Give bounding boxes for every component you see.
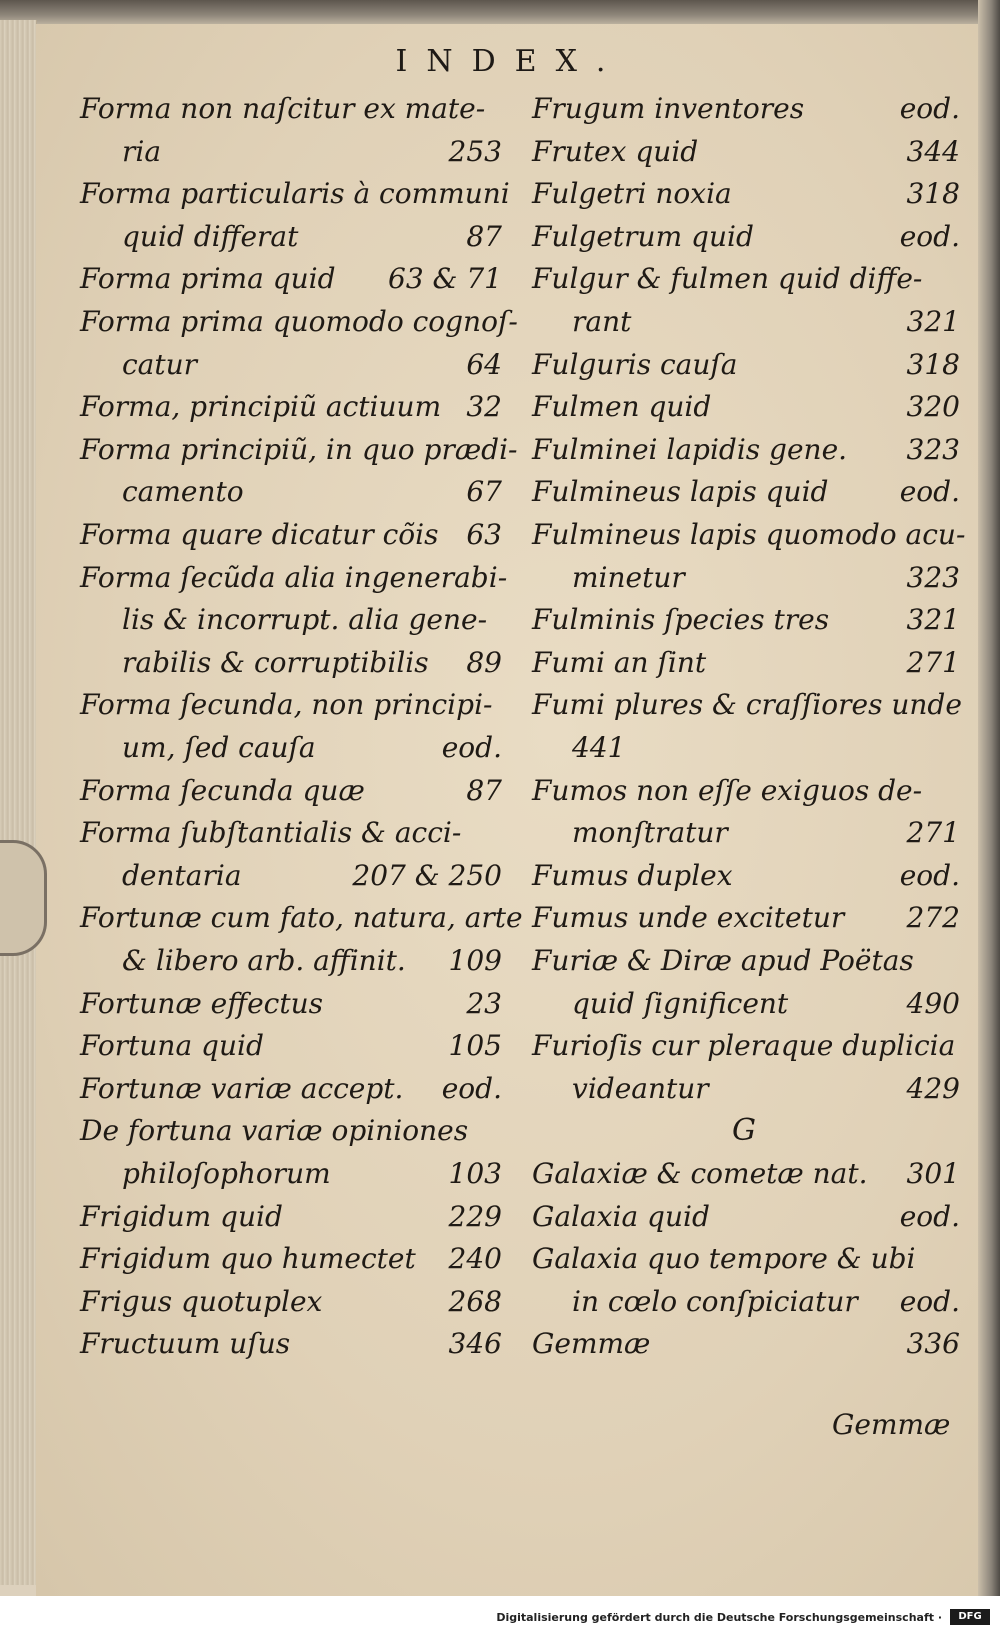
index-entry-page-number: 321 — [906, 305, 960, 338]
index-entry-text: Forma prima quomodo cognoſ- — [80, 305, 518, 338]
index-entry-text: 441 — [572, 731, 626, 764]
index-entry-text: Fulgetri noxia — [532, 177, 732, 211]
index-entry-text: monſtratur — [572, 816, 728, 850]
index-entry-text: Fulmineus lapis quid — [532, 475, 829, 509]
index-entry-page-number: 336 — [906, 1327, 960, 1361]
index-entry-page-number: 346 — [448, 1327, 502, 1361]
index-entry-text: Frugum inventores — [532, 92, 805, 125]
index-entry-page-number: 87 — [466, 219, 502, 253]
index-entry-page-number: 271 — [906, 645, 960, 679]
index-entry-page-number: 240 — [448, 1242, 502, 1276]
book-clasp — [0, 840, 47, 956]
index-entry-page-number: eod. — [441, 1071, 502, 1105]
index-entry-page-number: 318 — [906, 347, 960, 381]
index-entry-text: Forma non naſcitur ex mate- — [80, 92, 486, 125]
index-entry-page-number: 89 — [466, 645, 502, 679]
index-entry-text: Frigus quotuplex — [80, 1284, 323, 1318]
index-entry-text: rant — [572, 305, 632, 338]
index-entry-text: ria — [122, 134, 162, 168]
index-entry-page-number: eod. — [899, 1199, 960, 1233]
index-entry-text: videantur — [572, 1071, 709, 1105]
index-entry-text: Forma principiũ, in quo prædi- — [80, 432, 518, 466]
index-entry-text: minetur — [572, 560, 685, 594]
index-entry-page-number: 23 — [466, 986, 502, 1020]
index-entry-text: camento — [122, 475, 244, 509]
index-entry-text: Gemmæ — [532, 1327, 651, 1361]
index-entry-page-number: eod. — [441, 731, 502, 764]
index-entry-text: Fumi an ſint — [532, 645, 707, 679]
index-entry-text: Fumus duplex — [532, 858, 733, 892]
index-entry-text: Galaxiæ & cometæ nat. — [532, 1157, 868, 1190]
index-entry-text: Forma ſecunda quæ — [80, 773, 365, 807]
index-entry-text: dentaria — [122, 858, 242, 892]
page-header: INDEX. — [395, 44, 625, 79]
index-entry-text: Forma particularis à communi — [80, 177, 510, 211]
index-entry-text: Frutex quid — [532, 134, 699, 168]
index-entry-page-number: 103 — [448, 1157, 502, 1190]
page-edges-left — [0, 20, 37, 1585]
index-entry-page-number: 320 — [906, 390, 960, 424]
index-entry-text: Furioſis cur pleraque duplicia — [532, 1029, 956, 1063]
binding-right-edge — [978, 0, 1000, 1633]
index-entry-page-number: 229 — [448, 1199, 502, 1233]
index-entry-text: Fulminei lapidis gene. — [532, 432, 848, 466]
index-entry-text: Fulgur & fulmen quid diffe- — [532, 262, 923, 296]
index-entry-page-number: 272 — [906, 901, 960, 935]
index-entry-text: lis & incorrupt. alia gene- — [122, 603, 488, 637]
index-entry-text: Galaxia quo tempore & ubi — [532, 1242, 916, 1276]
index-entry-page-number: 271 — [906, 816, 960, 850]
index-entry-page-number: 63 — [466, 518, 502, 551]
index-entry-page-number: 323 — [906, 432, 960, 466]
index-entry-text: Fulgetrum quid — [532, 219, 754, 253]
index-entry-page-number: 490 — [906, 986, 960, 1020]
index-entry-text: Fructuum uſus — [80, 1327, 291, 1361]
index-entry-page-number: eod. — [899, 92, 960, 125]
index-entry-text: Frigidum quo humectet — [80, 1242, 416, 1276]
index-entry-text: Forma ſubſtantialis & acci- — [80, 816, 462, 850]
index-entry-text: quid ſignificent — [572, 986, 789, 1020]
index-entry-page-number: 321 — [906, 603, 960, 637]
index-entry-page-number: 87 — [466, 773, 502, 807]
index-entry-text: Fumos non eſſe exiguos de- — [532, 773, 923, 807]
index-entry-text: & libero arb. affinit. — [122, 944, 406, 977]
index-entry-text: De fortuna variæ opiniones — [80, 1114, 469, 1148]
index-entry-page-number: eod. — [899, 858, 960, 892]
index-entry-text: Fulmen quid — [532, 390, 712, 424]
index-entry-text: quid differat — [122, 219, 299, 253]
index-entry-text: Fortunæ variæ accept. — [80, 1071, 404, 1105]
index-entry-text: Fulguris cauſa — [532, 347, 738, 381]
catchword: Gemmæ — [832, 1408, 951, 1441]
index-entry-page-number: eod. — [899, 475, 960, 509]
index-entry-text: Furiæ & Diræ apud Poëtas — [532, 944, 914, 977]
dfg-logo: DFG — [950, 1609, 990, 1625]
index-entry-page-number: 64 — [466, 347, 502, 381]
index-entry-text: Fortunæ cum fato, natura, arte — [80, 901, 523, 935]
index-entry-page-number: 429 — [906, 1071, 960, 1105]
index-entry-page-number: 109 — [448, 944, 502, 977]
index-entry-text: Forma prima quid — [80, 262, 336, 296]
index-entry-page-number: 32 — [466, 390, 502, 424]
index-entry-text: Frigidum quid — [80, 1199, 283, 1233]
index-entry-page-number: 105 — [448, 1029, 502, 1063]
index-entry-page-number: eod. — [899, 219, 960, 253]
index-entry-page-number: 323 — [906, 560, 960, 594]
index-entry-text: um, ſed cauſa — [122, 731, 316, 764]
index-entry-text: Forma quare dicatur cõis — [80, 518, 439, 551]
index-entry-text: Fulmineus lapis quomodo acu- — [532, 518, 966, 551]
index-entry-page-number: 63 & 71 — [388, 262, 502, 296]
index-entry-page-number: 207 & 250 — [352, 858, 502, 892]
index-entry-text: Fortunæ effectus — [80, 986, 323, 1020]
index-entry-text: Forma, principiũ actiuum — [80, 390, 442, 424]
index-entry-page-number: eod. — [899, 1284, 960, 1318]
index-entry-page-number: 344 — [906, 134, 960, 168]
index-entry-text: Fumus unde excitetur — [532, 901, 845, 935]
index-entry-text: Fortuna quid — [80, 1029, 264, 1063]
index-entry-page-number: 301 — [906, 1157, 960, 1190]
index-entry-text: Fumi plures & craſſiores unde — [532, 688, 962, 722]
index-entry-page-number: 268 — [448, 1284, 502, 1318]
index-entry-text: rabilis & corruptibilis — [122, 645, 429, 679]
index-entry-page-number: 67 — [466, 475, 502, 509]
index-entry-page-number: 253 — [448, 134, 502, 168]
footer-credit: Digitalisierung gefördert durch die Deutsche Forschungsgemeinschaft · — [496, 1611, 942, 1624]
index-entry-text: Forma ſecunda, non principi- — [80, 688, 493, 722]
index-entry-text: in cœlo conſpiciatur — [572, 1284, 858, 1318]
index-entry-text: G — [732, 1113, 756, 1149]
index-entry-text: Fulminis ſpecies tres — [532, 603, 830, 637]
index-entry-text: catur — [122, 347, 198, 381]
index-entry-text: Forma ſecũda alia ingenerabi- — [80, 560, 508, 594]
index-entry-page-number: 318 — [906, 177, 960, 211]
index-entry-text: Galaxia quid — [532, 1199, 710, 1233]
index-entry-text: philoſophorum — [122, 1157, 331, 1190]
